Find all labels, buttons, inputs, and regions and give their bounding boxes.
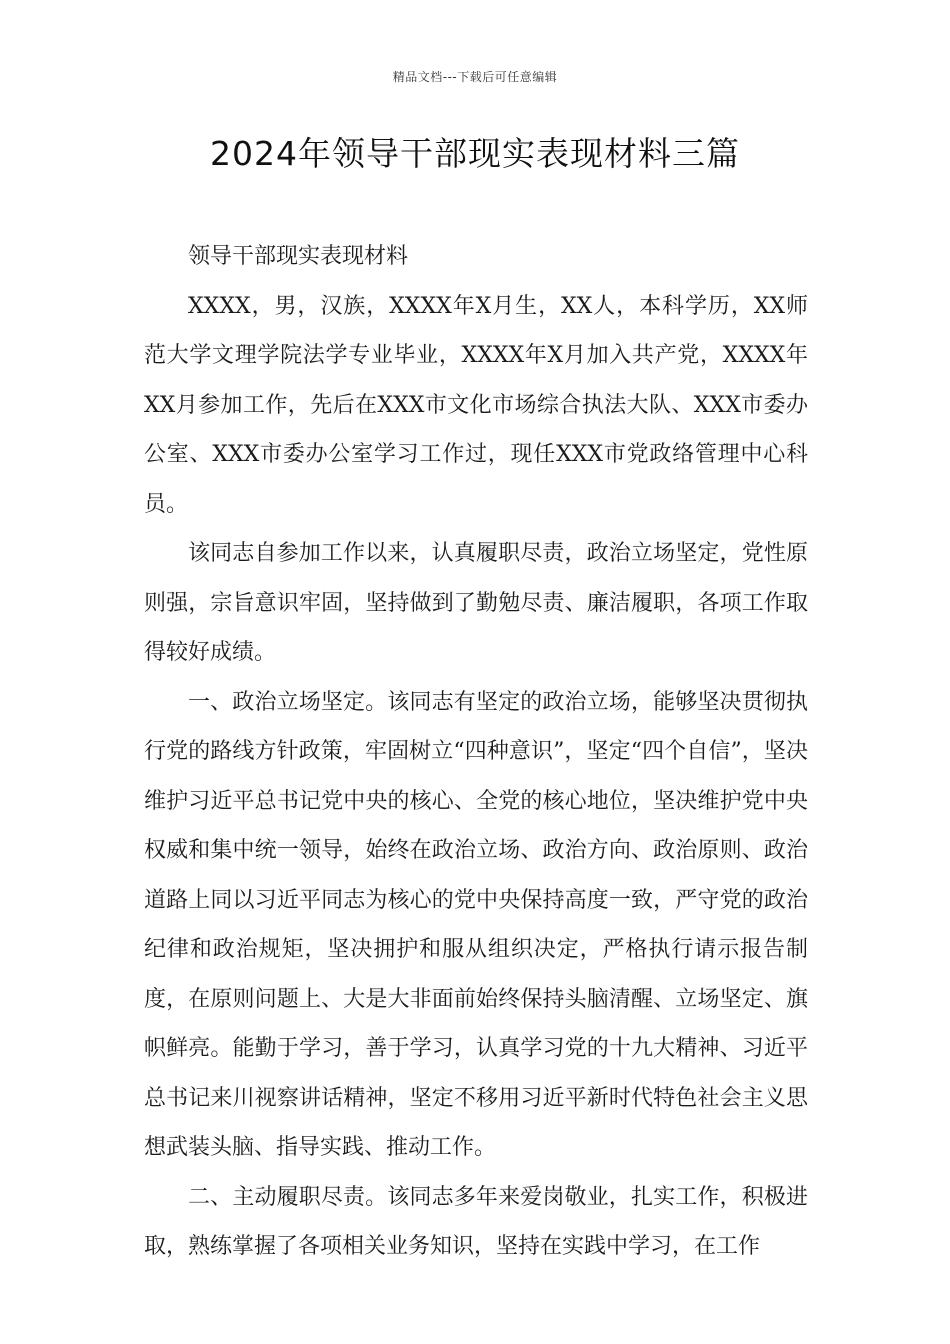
body-paragraph: 一、政治立场坚定。该同志有坚定的政治立场，能够坚决贯彻执行党的路线方针政策，牢固树立“四种意识”，坚定“四个自信”，坚决维护习近平总书记党中央的核心、全党的核心地位，坚决维护党中央权威和集中统一领导，始终在政治立场、政治方向、政治原则、政治道路上同以习近平同志为核心的党中央保持高度一致，严守党的政治纪律和政治规矩，坚决拥护和服从组织决定，严格执行请示报告制度，在原则问题上、大是大非面前始终保持头脑清醒、立场坚定、旗帜鲜亮。能勤于学习，善于学习，认真学习党的十九大精神、习近平总书记来川视察讲话精神，坚定不移用习近平新时代特色社会主义思想武装头脑、指导实践、推动工作。	[144, 689, 808, 1160]
document-body	[144, 232, 808, 1272]
body-paragraph: XXXX，男，汉族，XXXX年X月生，XX人，本科学历，XX师范大学文理学院法学专业毕业，XXXX年X月加入共产党，XXXX年XX月参加工作，先后在XXX市文化市场综合执法大队、XXX市委办公室、XXX市委办公室学习工作过，现任XXX市党政络管理中心科员。	[144, 293, 808, 517]
body-paragraph: 该同志自参加工作以来，认真履职尽责，政治立场坚定，党性原则强，宗旨意识牢固，坚持做到了勤勉尽责、廉洁履职，各项工作取得较好成绩。	[144, 541, 808, 665]
section-subtitle: 领导干部现实表现材料	[188, 244, 409, 269]
header-note: 精品文档---下载后可任意编辑	[392, 70, 558, 84]
body-paragraph: 二、主动履职尽责。该同志多年来爱岗敬业，扎实工作，积极进取，熟练掌握了各项相关业务知识，坚持在实践中学习，在工作	[144, 1184, 808, 1259]
document-title: 2024年领导干部现实表现材料三篇	[210, 134, 740, 173]
